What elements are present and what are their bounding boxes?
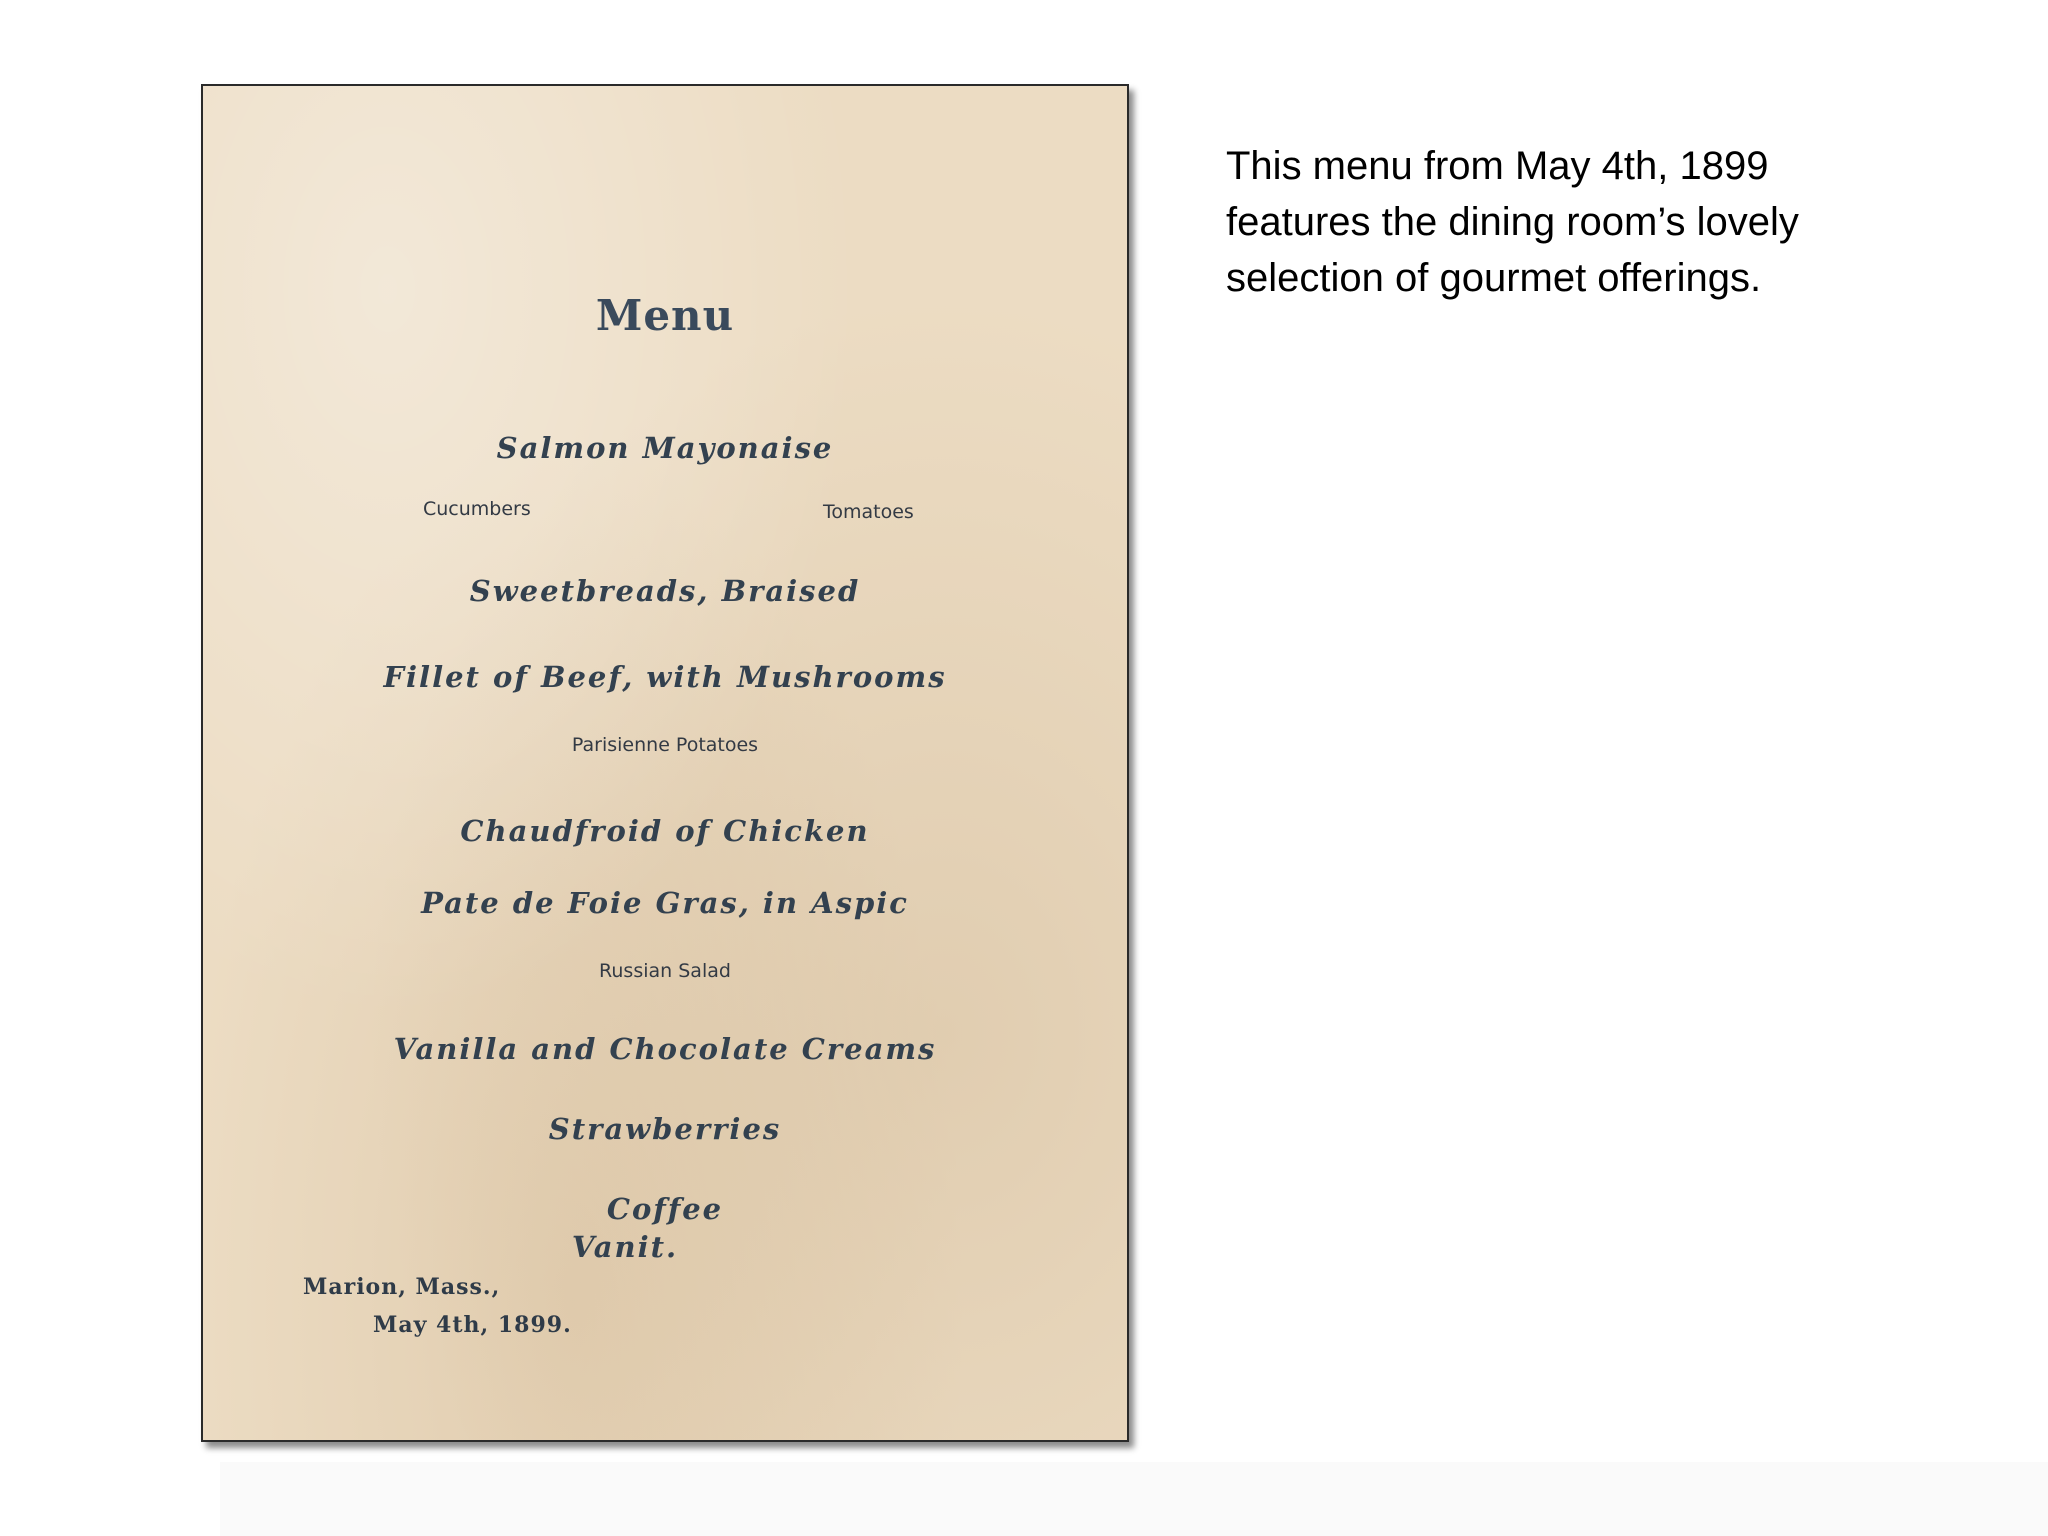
side-potatoes: Parisienne Potatoes xyxy=(571,734,759,756)
side-tomatoes: Tomatoes xyxy=(823,501,914,523)
dish-salmon: Salmon Mayonaise xyxy=(496,431,834,465)
menu-place: Marion, Mass., xyxy=(303,1274,501,1300)
side-cucumbers: Cucumbers xyxy=(423,498,531,520)
dish-chaudfroid: Chaudfroid of Chicken xyxy=(460,814,870,848)
dish-sweetbreads: Sweetbreads, Braised xyxy=(469,574,861,608)
menu-title: Menu xyxy=(595,291,735,340)
caption-line-3: selection of gourmet offerings. xyxy=(1226,256,1762,300)
background-band xyxy=(220,1462,2048,1536)
caption-text xyxy=(1226,138,1946,306)
menu-date: May 4th, 1899. xyxy=(373,1312,572,1338)
dish-coffee: Coffee xyxy=(606,1192,724,1226)
menu-card-image xyxy=(201,84,1129,1442)
side-russian-salad: Russian Salad xyxy=(599,960,731,982)
dish-strawberries: Strawberries xyxy=(548,1112,782,1146)
dish-creams: Vanilla and Chocolate Creams xyxy=(393,1032,937,1066)
dish-vanit: Vanit. xyxy=(571,1230,679,1264)
dish-fillet: Fillet of Beef, with Mushrooms xyxy=(383,660,947,694)
dish-pate: Pate de Foie Gras, in Aspic xyxy=(421,886,909,920)
caption-line-2: features the dining room’s lovely xyxy=(1226,200,1799,244)
caption-line-1: This menu from May 4th, 1899 xyxy=(1226,144,1769,188)
